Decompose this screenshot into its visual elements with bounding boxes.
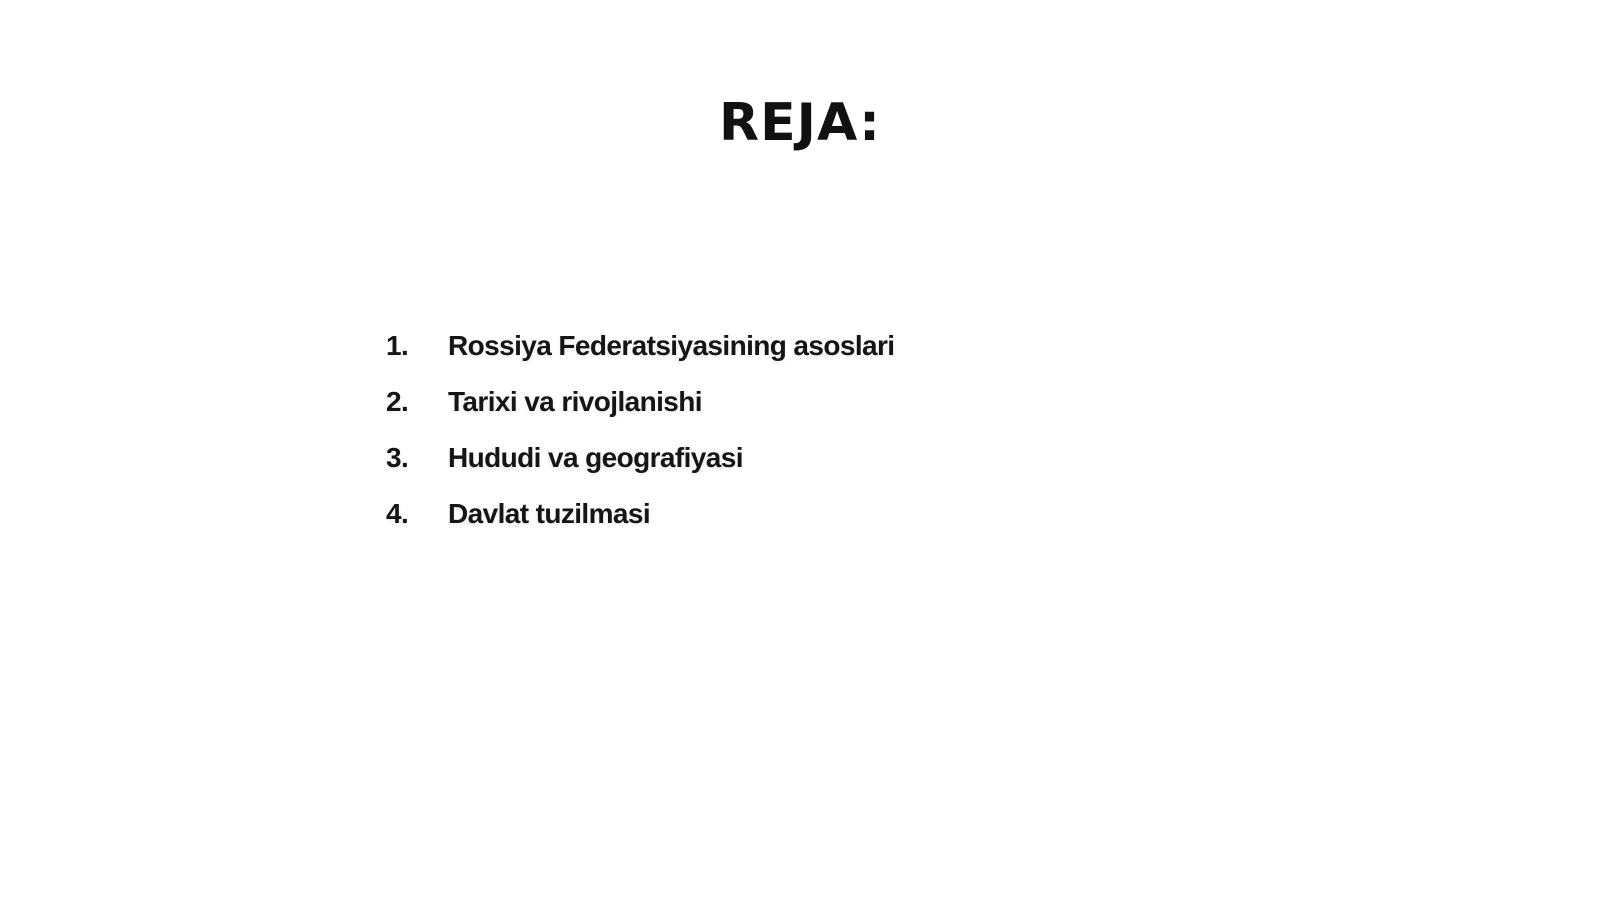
list-item (386, 318, 894, 374)
list-item (386, 486, 894, 542)
list-item-number: 4. (386, 498, 409, 529)
list-item (386, 430, 894, 486)
list-item (386, 374, 894, 430)
list-item-text: Tarixi va rivojlanishi (448, 386, 702, 417)
plan-list (386, 318, 894, 542)
list-item-number: 1. (386, 330, 409, 361)
list-item-text: Rossiya Federatsiyasining asoslari (448, 330, 895, 361)
list-item-number: 2. (386, 386, 409, 417)
slide-title: REJA: (719, 93, 881, 153)
list-item-number: 3. (386, 442, 409, 473)
list-item-text: Davlat tuzilmasi (448, 498, 651, 529)
list-item-text: Hududi va geografiyasi (448, 442, 743, 473)
